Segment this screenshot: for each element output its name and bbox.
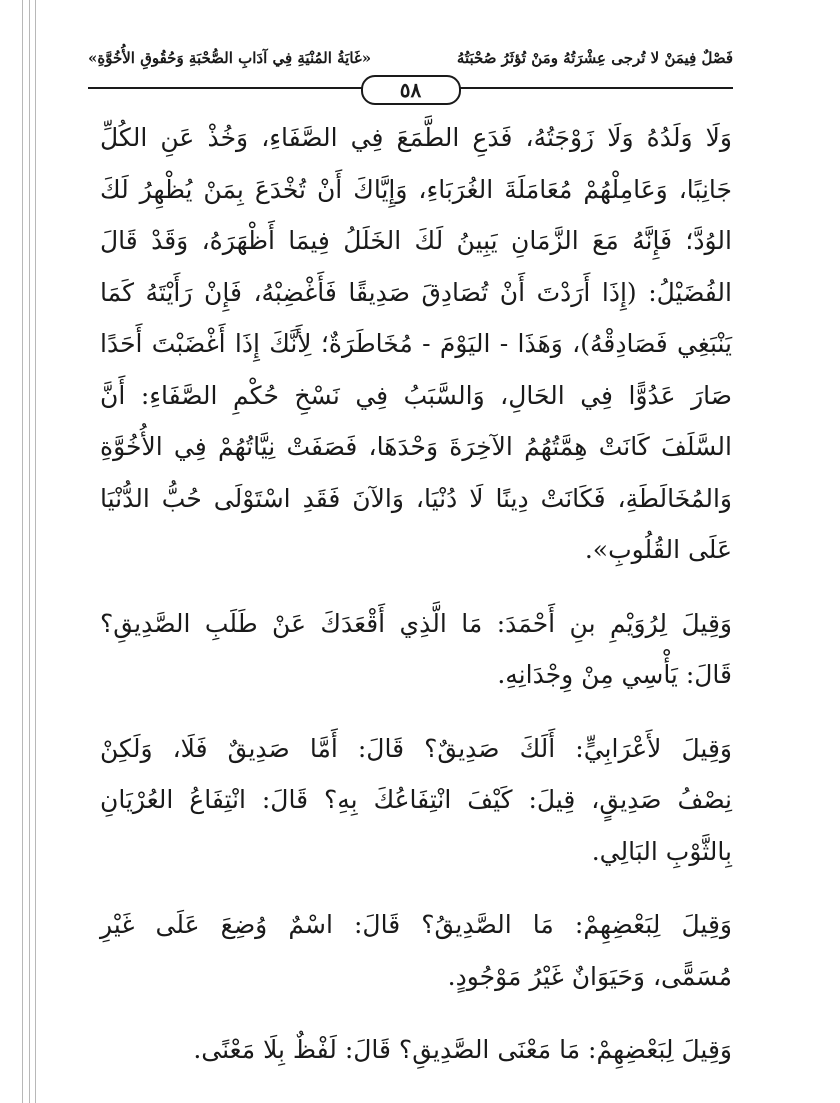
body-text xyxy=(100,112,732,1076)
chapter-running-head: فَصْلٌ فِيمَنْ لا تُرجى عِشْرَتُهُ ومَنْ تُؤثَرُ صُحْبَتُهُ xyxy=(456,49,733,67)
binding-edge-line xyxy=(29,0,30,1103)
text-line: نِصْفُ صَدِيقٍ، قِيلَ: كَيْفَ انْتِفَاعُكَ بِهِ؟ قَالَ: انْتِفَاعُ العُرْيَانِ xyxy=(100,785,732,814)
page-number: ٥٨ xyxy=(361,75,461,105)
text-line: عَلَى القُلُوبِ». xyxy=(584,535,732,564)
text-line: وَقِيلَ لأَعْرَابِيٍّ: أَلَكَ صَدِيقٌ؟ قَالَ: أَمَّا صَدِيقٌ فَلَا، وَلَكِنْ xyxy=(100,733,732,763)
page-header xyxy=(88,44,733,102)
text-line: الفُضَيْلُ: (إِذَا أَرَدْتَ أَنْ تُصَادِقَ صَدِيقًا فَأَغْضِبْهُ، فَإِنْ رَأَيْتَهُ كَمَا xyxy=(100,277,732,307)
paragraph xyxy=(100,899,732,1002)
text-line: وَقِيلَ لِرُوَيْمِ بنِ أَحْمَدَ: مَا الَّذِي أَقْعَدَكَ عَنْ طَلَبِ الصَّدِيقِ؟ xyxy=(100,608,732,638)
book-running-head: «غَايَةُ المُنْيَةِ فِي آدَابِ الصُّحْبَةِ وَحُقُوقِ الأُخُوَّةِ» xyxy=(88,49,372,67)
text-line: بِالثَّوْبِ البَالِي. xyxy=(591,836,732,866)
paragraph xyxy=(100,1024,732,1076)
text-line: الوُدَّ؛ فَإِنَّهُ مَعَ الزَّمَانِ يَبِينُ لَكَ الخَلَلُ فِيمَا أَظْهَرَهُ، وَقَدْ قَالَ xyxy=(100,226,732,255)
text-line: السَّلَفَ كَانَتْ هِمَّتُهُمُ الآخِرَةَ وَحْدَهَا، فَصَفَتْ نِيَّاتُهُمْ فِي الأُخُوَّةِ xyxy=(100,432,732,461)
binding-edge-line xyxy=(22,0,23,1103)
paragraph xyxy=(100,723,732,878)
text-line: وَقِيلَ لِبَعْضِهِمْ: مَا مَعْنَى الصَّدِيقِ؟ قَالَ: لَفْظٌ بِلَا مَعْنًى. xyxy=(193,1035,732,1064)
paragraph xyxy=(100,598,732,701)
text-line: مُسَمًّى، وَحَيَوَانٌ غَيْرُ مَوْجُودٍ. xyxy=(447,961,732,991)
text-line: صَارَ عَدُوًّا فِي الحَالِ، وَالسَّبَبُ فِي نَسْخِ حُكْمِ الصَّفَاءِ: أَنَّ xyxy=(100,380,732,410)
paragraph xyxy=(100,112,732,576)
text-line: يَنْبَغِي فَصَادِقْهُ)، وَهَذَا - اليَوْمَ - مُخَاطَرَةٌ؛ لِأَنَّكَ إِذَا أَغْضَبْتَ أَحَدًا xyxy=(100,329,732,358)
text-line: قَالَ: يَأْسِي مِنْ وِجْدَانِهِ. xyxy=(497,660,732,689)
binding-edge-line xyxy=(35,0,36,1103)
text-line: وَلَا وَلَدُهُ وَلَا زَوْجَتُهُ، فَدَعِ الطَّمَعَ فِي الصَّفَاءِ، وَخُذْ عَنِ الكُلِّ xyxy=(100,123,732,152)
text-line: جَانِبًا، وَعَامِلْهُمْ مُعَامَلَةَ الغُرَبَاءِ، وَإِيَّاكَ أَنْ تُخْدَعَ بِمَنْ يُظْهِرُ لَكَ xyxy=(100,174,732,204)
text-line: وَقِيلَ لِبَعْضِهِمْ: مَا الصَّدِيقُ؟ قَالَ: اسْمٌ وُضِعَ عَلَى غَيْرِ xyxy=(100,910,732,939)
text-line: وَالمُخَالَطَةِ، فَكَانَتْ دِينًا لَا دُنْيَا، وَالآنَ فَقَدِ اسْتَوْلَى حُبُّ الدُّنْيَا xyxy=(100,483,732,513)
